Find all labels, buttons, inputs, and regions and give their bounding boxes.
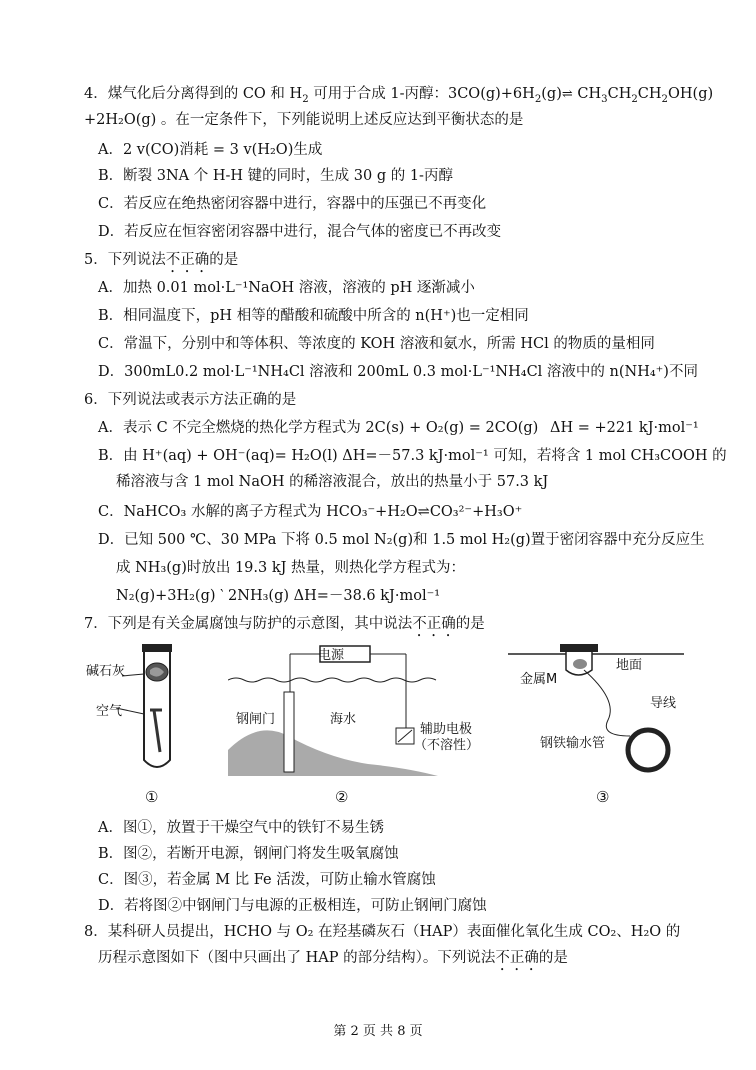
q4-option-d: D．若反应在恒容密闭容器中进行，混合气体的密度已不再改变 xyxy=(98,224,502,240)
q6-option-c: C．NaHCO₃ 水解的离子方程式为 HCO₃⁻+H₂O⇌CO₃²⁻+H₃O⁺ xyxy=(98,504,523,520)
fig2-label-gate: 钢闸门 xyxy=(236,712,276,727)
q6-option-b-line1: B．由 H⁺(aq) + OH⁻(aq)= H₂O(l) ΔH=－57.3 kJ·mol⁻¹ 可知，若将含 1 mol CH₃COOH 的 xyxy=(98,448,727,464)
q8-stem-line2: 历程示意图如下（图中只画出了 HAP 的部分结构）。下列说法不正确的是 xyxy=(98,950,568,966)
fig3-number: ③ xyxy=(596,788,610,806)
fig3-label-wire: 导线 xyxy=(650,696,677,711)
fig2-label-aux1: 辅助电极 xyxy=(420,722,473,737)
fig3-label-pipe: 钢铁输水管 xyxy=(540,736,606,751)
q7-option-d: D．若将图②中钢闸门与电源的正极相连，可防止钢闸门腐蚀 xyxy=(98,898,487,914)
page-footer: 第 2 页 共 8 页 xyxy=(333,1024,423,1039)
q5-option-c: C．常温下，分别中和等体积、等浓度的 KOH 溶液和氨水，所需 HCl 的物质的量相同 xyxy=(98,336,655,352)
q5-option-a: A．加热 0.01 mol·L⁻¹NaOH 溶液，溶液的 pH 逐渐减小 xyxy=(98,280,475,296)
q4-option-a: A．2 v(CO)消耗 = 3 v(H₂O)生成 xyxy=(98,142,323,158)
emphasis-not-correct: 不正确 xyxy=(165,252,210,268)
fig1-label-soda-lime: 碱石灰 xyxy=(86,664,126,679)
emphasis-not-correct: 不正确 xyxy=(495,950,539,966)
q4-option-b: B．断裂 3NA 个 H-H 键的同时，生成 30 g 的 1-丙醇 xyxy=(98,168,453,184)
q7-stem: 7．下列是有关金属腐蚀与防护的示意图，其中说法不正确的是 xyxy=(84,616,485,632)
fig2-number: ② xyxy=(335,788,349,806)
q6-option-d-line2: 成 NH₃(g)时放出 19.3 kJ 热量，则热化学方程式为： xyxy=(116,560,466,576)
q7-option-c: C．图③，若金属 M 比 Fe 活泼，可防止输水管腐蚀 xyxy=(98,872,436,888)
fig2-label-aux2: （不溶性） xyxy=(414,738,480,753)
q7-option-b: B．图②，若断开电源，钢闸门将发生吸氧腐蚀 xyxy=(98,846,399,862)
q5-stem: 5．下列说法不正确的是 xyxy=(84,252,239,268)
q4-stem-line1: 4．煤气化后分离得到的 CO 和 $H_2$ 可用于合成 1-丙醇：$3CO(g)+6H_2(g)\rightleftharpoons$ $CH_3CH_2CH_2OH(g)$ xyxy=(84,86,714,105)
q6-option-d-line1: D．已知 500 ℃、30 MPa 下将 0.5 mol N₂(g)和 1.5 mol H₂(g)置于密闭容器中充分反应生 xyxy=(98,532,705,548)
q6-option-a: A．表示 C 不完全燃烧的热化学方程式为 2C(s) + O₂(g) = 2CO(g) ΔH = +221 kJ·mol⁻¹ xyxy=(98,420,699,436)
q6-option-d-line3: N₂(g)+3H₂(g) ‵ 2NH₃(g) ΔH=－38.6 kJ·mol⁻¹ xyxy=(116,588,441,604)
q6-stem: 6．下列说法或表示方法正确的是 xyxy=(84,392,297,408)
q4-option-c: C．若反应在绝热密闭容器中进行，容器中的压强已不再变化 xyxy=(98,196,487,212)
q4-stem-line2: +2H₂O(g) 。在一定条件下，下列能说明上述反应达到平衡状态的是 xyxy=(84,112,524,128)
fig2-label-seawater: 海水 xyxy=(330,712,357,727)
q6-option-a-dh: ΔH = +221 kJ·mol⁻¹ xyxy=(550,420,699,436)
emphasis-not-correct: 不正确 xyxy=(412,616,456,632)
fig1-number: ① xyxy=(145,788,159,806)
q7-option-a: A．图①，放置于干燥空气中的铁钉不易生锈 xyxy=(98,820,384,836)
q6-option-b-line2: 稀溶液与含 1 mol NaOH 的稀溶液混合，放出的热量小于 57.3 kJ xyxy=(116,474,549,490)
fig1-label-air: 空气 xyxy=(96,704,123,719)
fig3-label-metal: 金属M xyxy=(520,672,558,687)
fig2-label-power: 电源 xyxy=(318,648,345,663)
fig3-label-ground: 地面 xyxy=(616,658,643,673)
q8-stem-line1: 8．某科研人员提出，HCHO 与 O₂ 在羟基磷灰石（HAP）表面催化氧化生成 CO₂、H₂O 的 xyxy=(84,924,681,940)
q5-option-d: D．300mL0.2 mol·L⁻¹NH₄Cl 溶液和 200mL 0.3 mol·L⁻¹NH₄Cl 溶液中的 n(NH₄⁺)不同 xyxy=(98,364,698,380)
q5-option-b: B．相同温度下，pH 相等的醋酸和硫酸中所含的 n(H⁺)也一定相同 xyxy=(98,308,529,324)
